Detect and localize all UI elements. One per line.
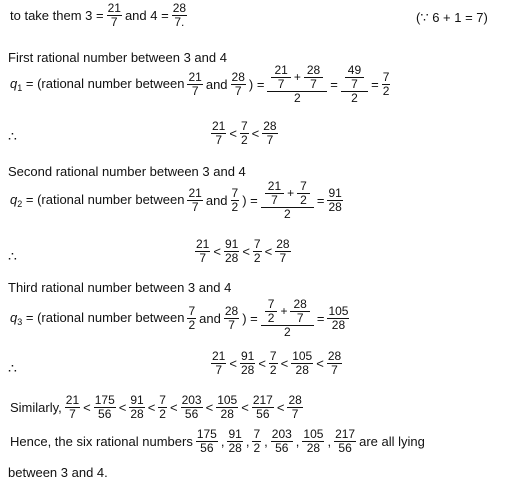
- fraction: [187, 71, 202, 98]
- denominator: 56: [256, 407, 270, 421]
- denominator: 28: [228, 441, 242, 455]
- denominator: 2: [293, 91, 301, 105]
- numerator: 217: [335, 427, 356, 441]
- denominator: 2: [351, 91, 358, 105]
- fraction: [227, 428, 242, 455]
- denominator: 56: [200, 441, 214, 455]
- denominator: 2: [253, 441, 261, 455]
- comma: ,: [264, 434, 268, 449]
- numerator: 28: [290, 298, 309, 312]
- numerator: 21: [65, 393, 80, 407]
- fraction: [211, 350, 226, 377]
- denominator: 2: [231, 200, 239, 214]
- hence-tail: are all lying: [359, 434, 425, 449]
- fraction: [240, 120, 249, 147]
- denominator: 7: [310, 77, 317, 91]
- plus-sign: +: [293, 70, 301, 84]
- denominator: 7: [110, 15, 118, 29]
- numerator: 21: [212, 349, 226, 363]
- fraction: [327, 350, 342, 377]
- inequality-2: [194, 238, 292, 265]
- fraction: [275, 238, 290, 265]
- hence-line: [8, 428, 427, 455]
- denominator: 7: [215, 133, 223, 147]
- fraction: [382, 71, 391, 98]
- denominator: 28: [240, 363, 255, 377]
- comma: ,: [327, 434, 332, 449]
- fraction: [195, 238, 210, 265]
- q-symbol: q: [10, 192, 18, 207]
- less-than: <: [83, 400, 91, 415]
- compound-fraction: [261, 180, 314, 221]
- intro-and: and 4 =: [124, 8, 169, 23]
- fraction: [334, 428, 356, 455]
- numerator: 91: [328, 186, 342, 200]
- comma: ,: [245, 434, 250, 449]
- similarly-label: Similarly,: [10, 400, 62, 415]
- denominator: 28: [295, 363, 309, 377]
- denominator: 7: [234, 84, 242, 98]
- less-than: <: [241, 400, 249, 415]
- denominator: 7: [69, 407, 76, 421]
- inequality-3: [210, 350, 343, 377]
- close-paren: ) =: [242, 193, 258, 208]
- numerator: 21: [196, 237, 210, 251]
- fraction: [94, 394, 116, 421]
- q1-equation: [8, 64, 391, 105]
- hence-text: Hence, the six rational numbers: [10, 434, 193, 449]
- denominator: 56: [275, 441, 289, 455]
- numerator: 7: [269, 349, 277, 363]
- fraction: [65, 394, 80, 421]
- denominator: 2: [300, 193, 307, 207]
- less-than: <: [118, 400, 127, 415]
- less-than: <: [251, 126, 260, 141]
- equals-sign: =: [316, 193, 325, 208]
- because-note: (∵ 6 + 1 = 7): [416, 10, 488, 25]
- numerator: 7: [253, 427, 261, 441]
- denominator: 2: [269, 363, 277, 377]
- numerator: 203: [181, 393, 202, 407]
- plus-sign: +: [287, 186, 295, 200]
- therefore-symbol: ∴: [8, 248, 17, 264]
- denominator: 2: [240, 133, 248, 147]
- fraction: [262, 120, 277, 147]
- numerator: 28: [304, 64, 323, 78]
- fraction: [269, 350, 278, 377]
- fraction: [216, 394, 238, 421]
- denominator: 28: [130, 407, 144, 421]
- numerator: 21: [271, 64, 290, 78]
- numerator: 7: [297, 180, 310, 194]
- equals-sign: =: [371, 77, 379, 92]
- less-than: <: [229, 356, 237, 371]
- fraction: [327, 187, 342, 214]
- numerator: 91: [240, 349, 255, 363]
- denominator: 7: [279, 251, 287, 265]
- denominator: 7: [199, 251, 207, 265]
- numerator: 7: [159, 393, 166, 407]
- heading-first: First rational number between 3 and 4: [8, 50, 227, 65]
- numerator: 28: [231, 70, 245, 84]
- numerator: 7: [253, 237, 261, 251]
- less-than: <: [280, 356, 289, 371]
- denominator: 7: [351, 77, 358, 91]
- numerator: 28: [172, 1, 187, 15]
- denominator: 2: [188, 318, 196, 332]
- intro-text: to take them 3 =: [10, 8, 104, 23]
- numerator: 21: [212, 119, 226, 133]
- fraction: [172, 2, 187, 29]
- fraction: [287, 394, 302, 421]
- denominator: 7: [277, 77, 285, 91]
- fraction: [196, 428, 218, 455]
- numerator: 28: [263, 119, 277, 133]
- denominator: 2: [283, 325, 291, 339]
- fraction: [107, 2, 122, 29]
- denominator: 28: [328, 200, 342, 214]
- fraction: [252, 394, 274, 421]
- numerator: 175: [196, 427, 217, 441]
- numerator: 91: [130, 393, 144, 407]
- fraction: [271, 64, 290, 91]
- less-than: <: [147, 400, 156, 415]
- compound-numerator: [341, 64, 368, 92]
- numerator: 7: [382, 70, 390, 84]
- numerator: 28: [276, 237, 290, 251]
- fraction: [181, 394, 203, 421]
- fraction: [304, 64, 323, 91]
- numerator: 21: [188, 70, 202, 84]
- less-than: <: [316, 356, 324, 371]
- therefore-symbol: ∴: [8, 360, 17, 376]
- numerator: 28: [224, 304, 239, 318]
- q2-label: [8, 192, 186, 209]
- fraction: [327, 305, 349, 332]
- final-line: between 3 and 4.: [8, 465, 108, 480]
- denominator: 7: [191, 84, 199, 98]
- q-symbol: q: [10, 310, 18, 325]
- fraction: [302, 428, 324, 455]
- denominator: 28: [224, 251, 239, 265]
- denominator: 7: [228, 318, 235, 332]
- hence-fraction-list: [195, 427, 357, 455]
- numerator: 175: [94, 393, 115, 407]
- denominator: 28: [220, 407, 234, 421]
- numerator: 28: [327, 349, 342, 363]
- denominator: 7: [291, 407, 299, 421]
- fraction: [187, 305, 196, 332]
- numerator: 21: [188, 186, 202, 200]
- denominator: 2: [267, 311, 275, 325]
- numerator: 105: [303, 427, 324, 441]
- denominator: 56: [184, 407, 199, 421]
- close-paren: ) =: [242, 311, 258, 326]
- denominator: 2: [382, 84, 390, 98]
- numerator: 7: [231, 186, 239, 200]
- denominator: 28: [331, 318, 346, 332]
- less-than: <: [264, 244, 273, 259]
- fraction: [158, 394, 167, 421]
- numerator: 21: [265, 180, 284, 194]
- and-text: and: [205, 77, 228, 92]
- fraction: [231, 71, 246, 98]
- compound-numerator: [261, 298, 314, 326]
- fraction: [253, 238, 262, 265]
- fraction: [297, 180, 310, 207]
- numerator: 217: [252, 393, 273, 407]
- q-subscript: 2: [17, 199, 23, 209]
- q1-text: = (rational number between: [22, 76, 185, 91]
- and-text: and: [199, 311, 221, 326]
- denominator: 7: [191, 200, 199, 214]
- q-subscript: 1: [17, 83, 23, 93]
- numerator: 105: [292, 349, 313, 363]
- less-than: <: [229, 126, 237, 141]
- denominator: 7: [296, 311, 304, 325]
- numerator: 91: [228, 427, 242, 441]
- equals-sign: =: [316, 311, 325, 326]
- q1-label: [8, 76, 186, 93]
- fraction: [240, 350, 255, 377]
- less-than: <: [213, 244, 221, 259]
- denominator: 2: [253, 251, 261, 265]
- heading-third: Third rational number between 3 and 4: [8, 280, 232, 295]
- equals-sign: =: [330, 77, 338, 92]
- denominator: 7: [215, 363, 223, 377]
- fraction: [231, 187, 240, 214]
- denominator: 28: [306, 441, 321, 455]
- denominator: 7: [266, 133, 274, 147]
- fraction: [265, 180, 284, 207]
- fraction: [224, 305, 239, 332]
- numerator: 91: [224, 237, 239, 251]
- fraction: [291, 350, 313, 377]
- denominator: 7: [331, 363, 338, 377]
- comma: ,: [295, 434, 300, 449]
- less-than: <: [205, 400, 214, 415]
- denominator: 7: [271, 193, 278, 207]
- numerator: 21: [107, 1, 121, 15]
- numerator: 7: [240, 119, 248, 133]
- inequality-1: [210, 120, 279, 147]
- denominator: 56: [98, 407, 112, 421]
- denominator: 56: [338, 441, 352, 455]
- therefore-symbol: ∴: [8, 128, 17, 144]
- denominator: 7.: [174, 15, 185, 29]
- less-than: <: [242, 244, 250, 259]
- fraction: [290, 298, 309, 325]
- numerator: 7: [265, 298, 278, 312]
- compound-numerator: [267, 64, 327, 92]
- fraction: [271, 428, 293, 455]
- numerator: 203: [271, 427, 292, 441]
- numerator: 28: [288, 393, 302, 407]
- compound-fraction: [261, 298, 314, 339]
- less-than: <: [169, 400, 178, 415]
- compound-numerator: [261, 180, 314, 208]
- q2-text: = (rational number between: [22, 192, 185, 207]
- fraction: [265, 298, 278, 325]
- close-paren: ) =: [248, 77, 265, 92]
- comma: ,: [220, 434, 225, 449]
- less-than: <: [258, 356, 266, 371]
- fraction: [224, 238, 239, 265]
- q-subscript: 3: [17, 317, 23, 327]
- numerator: 105: [217, 393, 238, 407]
- and-text: and: [205, 193, 228, 208]
- numerator: 7: [188, 304, 196, 318]
- numerator: 49: [345, 64, 364, 78]
- fraction: [187, 187, 202, 214]
- fraction: [211, 120, 226, 147]
- fraction: [252, 428, 261, 455]
- denominator: 2: [159, 407, 166, 421]
- q3-text: = (rational number between: [22, 310, 185, 325]
- q-symbol: q: [10, 76, 18, 91]
- less-than: <: [276, 400, 285, 415]
- denominator: 2: [283, 207, 291, 221]
- numerator: 105: [328, 304, 349, 318]
- q3-label: [8, 310, 186, 327]
- heading-second: Second rational number between 3 and 4: [8, 164, 246, 179]
- plus-sign: +: [280, 304, 288, 318]
- compound-fraction: [267, 64, 327, 105]
- fraction: [345, 64, 364, 91]
- fraction: [129, 394, 144, 421]
- q2-equation: [8, 180, 344, 221]
- intro-line: [8, 2, 188, 29]
- similarly-chain: [64, 393, 304, 421]
- similarly-line: [8, 394, 304, 421]
- compound-fraction: [341, 64, 368, 105]
- q3-equation: [8, 298, 350, 339]
